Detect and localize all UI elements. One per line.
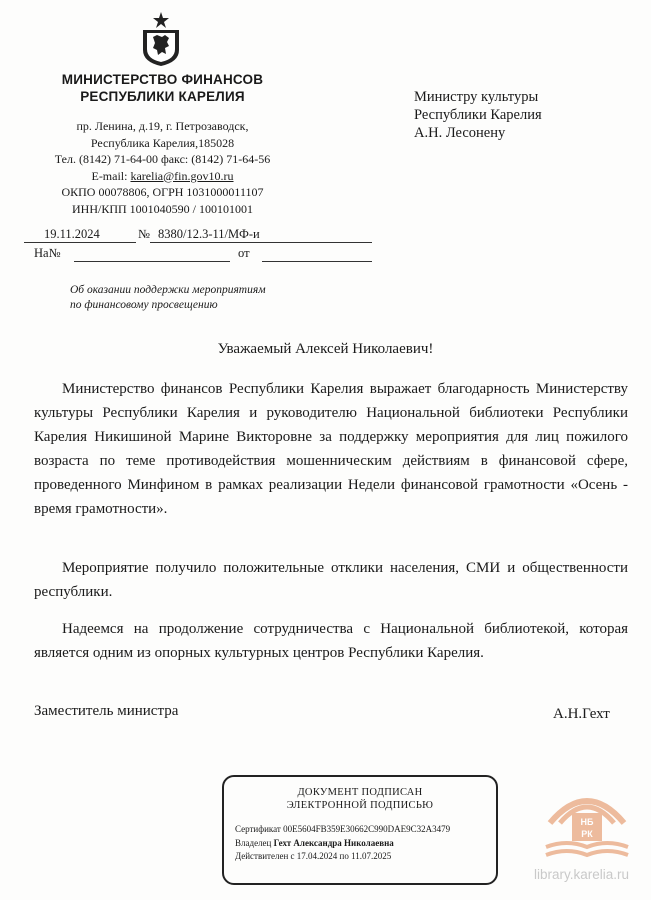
- number-label: №: [138, 227, 150, 241]
- stamp-validity: [235, 851, 391, 861]
- okpo-ogrn: ОКПО 00078806, ОГРН 1031000011107: [61, 185, 264, 199]
- address-line2: Республика Карелия,185028: [90, 135, 235, 150]
- outgoing-number: 8380/12.3-11/МФ-и: [158, 227, 260, 241]
- valid-label: Действителен с: [235, 851, 297, 861]
- library-logo-letters-bottom: РК: [581, 829, 593, 839]
- body-paragraph-2: [34, 556, 628, 604]
- certificate-value: 00E5604FB359E30662C990DAE9C32A3479: [283, 824, 451, 834]
- salutation: Уважаемый Алексей Николаевич!: [217, 341, 434, 357]
- org-name-line2: РЕСПУБЛИКИ КАРЕЛИЯ: [80, 89, 245, 104]
- body-paragraph-2-text: Мероприятие получило положительные отклики населения, СМИ и общественности республики.: [34, 560, 628, 600]
- body-paragraph-3: [34, 617, 628, 665]
- library-site-link[interactable]: library.karelia.ru: [534, 867, 630, 882]
- stamp-certificate: [235, 824, 450, 834]
- valid-to-label: по: [337, 851, 352, 861]
- inn-kpp: ИНН/КПП 1001040590 / 100101001: [71, 201, 253, 216]
- reply-number-rule: [74, 261, 230, 262]
- certificate-label: Сертификат: [235, 824, 284, 834]
- recipient-line1: Министру культуры: [414, 89, 539, 105]
- valid-from: 17.04.2024: [296, 851, 338, 861]
- email-line: [20, 168, 305, 185]
- subject-line1: Об оказании поддержки мероприятиям: [70, 284, 266, 296]
- stamp-owner: [235, 838, 394, 848]
- body-paragraph-1-text: Министерство финансов Республики Карелия выражает благодарность Министерству культуры Республики Карелия и руководителю Национальной библиотеки Республики Карелия Никишиной Марине Викторовне за поддержку мероприятия для лиц пожилого возраста по теме противодействия мошенническим действиям в финансовой сфере, проведенного Минфином в рамках реализации Недели финансовой грамотности «Осень - время грамотности».: [34, 381, 628, 517]
- subject-line2: по финансовому просвещению: [70, 299, 218, 311]
- letter-subject: [70, 283, 266, 313]
- phone-fax: Тел. (8142) 71-64-00 факс: (8142) 71-64-56: [54, 152, 271, 166]
- digital-signature-stamp: [222, 775, 498, 885]
- reply-number-label: На№: [34, 246, 61, 260]
- signatory-title: Заместитель министра: [34, 703, 179, 719]
- number-rule: [150, 242, 372, 243]
- library-logo-icon: [542, 785, 632, 865]
- org-name-line1: МИНИСТЕРСТВО ФИНАНСОВ: [61, 72, 264, 87]
- recipient-block: [414, 88, 542, 142]
- reply-from-rule: [262, 261, 372, 262]
- recipient-line2: Республики Карелия: [414, 107, 542, 123]
- stamp-heading1: ДОКУМЕНТ ПОДПИСАН: [297, 787, 423, 798]
- body-paragraph-1: [34, 377, 628, 521]
- recipient-line3: А.Н. Лесонену: [414, 125, 506, 141]
- address-line1: пр. Ленина, д.19, г. Петрозаводск,: [76, 119, 249, 133]
- owner-value: Гехт Александра Николаевна: [273, 838, 394, 848]
- karelia-coat-of-arms-icon: [138, 10, 184, 68]
- stamp-heading2: ЭЛЕКТРОННОЙ ПОДПИСЬЮ: [286, 800, 434, 811]
- email-link[interactable]: karelia@fin.gov10.ru: [130, 168, 234, 183]
- outgoing-date: 19.11.2024: [44, 227, 100, 241]
- valid-to: 11.07.2025: [351, 851, 392, 861]
- email-label: E-mail:: [91, 168, 131, 183]
- date-rule: [24, 242, 136, 243]
- reply-from-label: от: [238, 246, 250, 260]
- library-logo-letters-top: НБ: [580, 817, 594, 827]
- owner-label: Владелец: [235, 838, 274, 848]
- body-paragraph-3-text: Надеемся на продолжение сотрудничества с Национальной библиотекой, которая является одним из опорных культурных центров Республики Карелия.: [34, 621, 628, 661]
- signatory-name: А.Н.Гехт: [553, 706, 610, 722]
